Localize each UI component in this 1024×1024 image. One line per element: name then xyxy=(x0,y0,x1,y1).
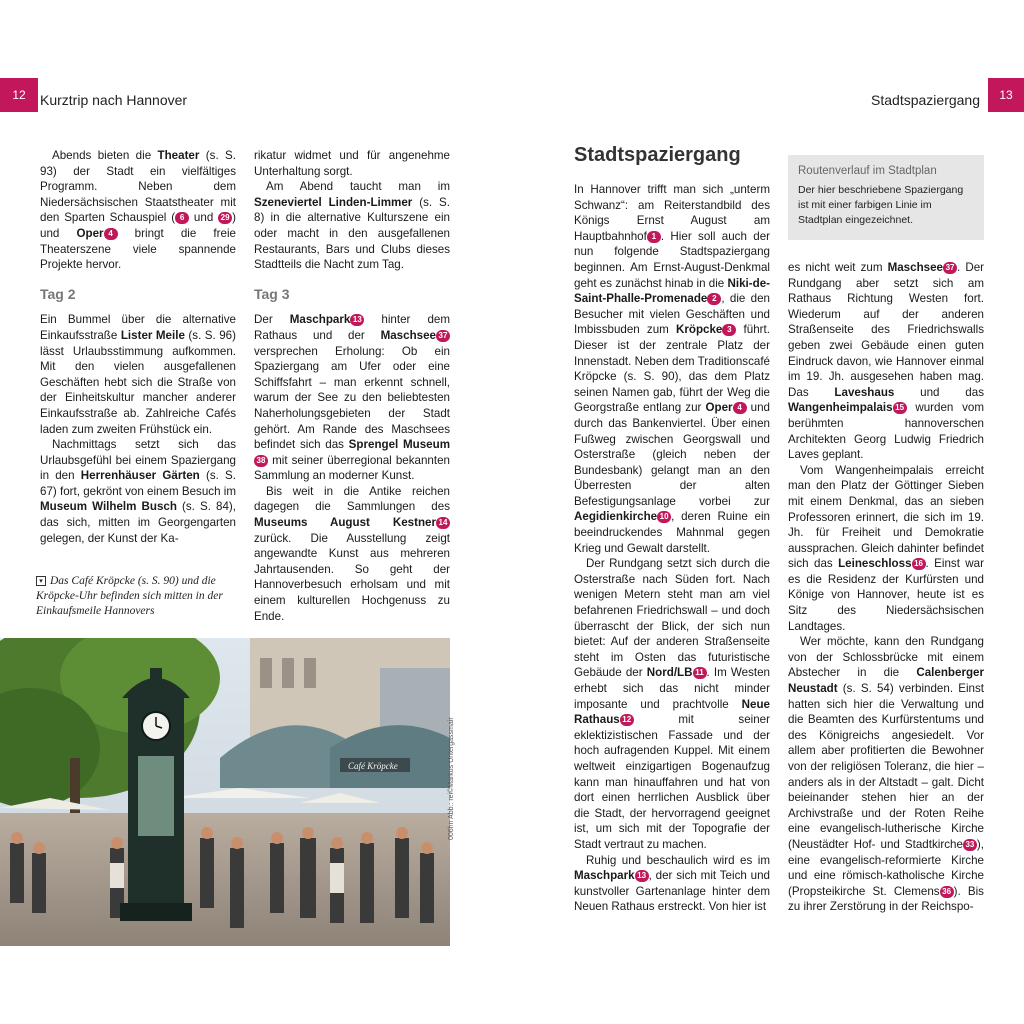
paragraph: rikatur widmet und für angenehme Unterhaltung sorgt. xyxy=(254,149,450,178)
heading-tag-2: Tag 2 xyxy=(40,285,76,302)
map-marker: 4 xyxy=(104,228,118,240)
map-marker: 2 xyxy=(707,293,721,305)
paragraph: Abends bieten die Theater (s. S. 93) der Stadt ein vielfältiges Programm. Neben dem Niedersächsischen Staatstheater mit den Sparten Schauspiel ( 6 und 29 ) und Oper 4 bringt die freie Theaterszene viele spannende Projekte hervor. xyxy=(40,149,236,272)
infobox-text: Der hier beschriebene Spaziergang ist mit einer farbigen Linie im Stadtplan eingezeichnet. xyxy=(798,184,964,226)
map-marker: 11 xyxy=(693,667,707,679)
paragraph: Der Rundgang setzt sich durch die Osterstraße nach Süden fort. Nach wenigen Metern steht man am viel befahrenen Friedrichswall – und doch überrascht der Blick, der sich nun bietet: Auf der anderen Straßenseite steht im Osten das futuristische Gebäude der Nord/LB 11 . Im Westen erhebt sich das nicht minder imposante und prachtvolle Neue Rathaus 12 mit seiner eklektizistischen Fassade und der hoch aufragenden Kuppel. Mit einem weltweit einzigartigen Bogenaufzug kann man hinauffahren und hat von dort einen herrlichen Ausblick über die Stadt, der hervorragend geeignet ist, um sich mit der Topografie der Stadt vertraut zu machen. xyxy=(574,557,770,851)
paragraph: Bis weit in die Antike reichen dagegen die Sammlungen des Museums August Kestner 14 zurück. Die Ausstellung zeigt angewandte Kunst aus mehreren Jahrtausenden. So geht der Hannoverbesuch erholsam und mit einem kulturellen Hochgenuss zu Ende. xyxy=(254,484,450,623)
map-marker: 4 xyxy=(733,402,747,414)
map-marker: 6 xyxy=(175,212,189,224)
map-marker: 37 xyxy=(943,262,957,274)
paragraph: Ein Bummel über die alternative Einkaufsstraße Lister Meile (s. S. 96) lässt Urlaubsstimmung aufkommen. Mit den vielen ausgefallenen Geschäften hebt sich die Straße von der Einheitskultur mancher anderer Einkaufsstraße ab. Zahlreiche Cafés laden zum zweiten Frühstück ein. xyxy=(40,313,236,436)
photo-caption: ▾ Das Café Kröpcke (s. S. 90) und die Kröpcke-Uhr befinden sich mitten in der Einkaufsmeile Hannovers xyxy=(36,575,223,617)
paragraph: Wer möchte, kann den Rundgang von der Schlossbrücke mit einem Abstecher in die Calenberger Neustadt (s. S. 54) verbinden. Einst hatten sich hier die Verwaltung und die Beamten des Kurfürstentums und des Königreichs angesiedelt. Vor allem aber profitierten die Bewohner von der religiösen Toleranz, die hier – anders als in der Altstadt – galt. Dicht beieinander stehen hier an der Archivstraße und der Roten Reihe eine evangelisch-lutherische Kirche (Neustädter Hof- und Stadtkirche 33 ), eine evangelisch-reformierte Kirche und eine römisch-katholische Kirche (Propsteikirche St. Clemens 36 ). Bis zu ihrer Zerstörung in der Reichspo- xyxy=(788,635,984,914)
left-column-2 xyxy=(254,148,450,624)
map-marker: 3 xyxy=(722,324,736,336)
map-marker: 29 xyxy=(218,212,232,224)
right-column-1 xyxy=(574,182,770,915)
section-title: Stadtspaziergang xyxy=(574,144,741,166)
page-number-right: 13 xyxy=(988,78,1024,112)
map-marker: 16 xyxy=(912,558,926,570)
left-column-1 xyxy=(40,148,236,546)
photo-pointer-icon: ▾ xyxy=(36,576,46,586)
running-head-left: Kurztrip nach Hannover xyxy=(40,92,188,108)
map-marker: 1 xyxy=(647,231,661,243)
paragraph: Am Abend taucht man im Szeneviertel Linden-Limmer (s. S. 8) in die alternative Kulturszene ein oder macht in den ausgefallenen Restaurants, Bars und Clubs dieses Stadtteils die Nacht zum Tag. xyxy=(254,180,450,272)
map-marker: 38 xyxy=(254,455,268,467)
paragraph: Der Maschpark 13 hinter dem Rathaus und der Maschsee 37 versprechen Erholung: Ob ein Spaziergang am Ufer oder eine Schiffsfahrt – man erkennt schnell, warum der See zu den beliebtesten Naherholungsgebieten der Stadt gehört. Am Rande des Maschsees befindet sich das Sprengel Museum38 mit seiner überregional bekannten Sammlung an moderner Kunst. xyxy=(254,313,451,483)
map-marker: 15 xyxy=(893,402,907,414)
page-number-left: 12 xyxy=(0,78,38,112)
paragraph: Nachmittags setzt sich das Urlaubsgefühl bei einem Spaziergang in den Herrenhäuser Gärten (s. S. 67) fort, gekrönt von einem Besuch im Museum Wilhelm Busch (s. S. 84), das sich, mitten im Georgengarten gelegen, der Kunst der Ka- xyxy=(40,438,236,545)
map-marker: 10 xyxy=(657,511,671,523)
map-marker: 14 xyxy=(436,517,450,529)
running-head-right: Stadtspaziergang xyxy=(871,92,980,108)
map-marker: 37 xyxy=(436,330,450,342)
map-marker: 13 xyxy=(635,870,649,882)
map-marker: 13 xyxy=(350,314,364,326)
map-marker: 12 xyxy=(620,714,634,726)
route-infobox xyxy=(788,155,984,240)
right-column-2 xyxy=(788,260,984,915)
paragraph: Vom Wangenheimpalais erreicht man den Platz der Göttinger Sieben mit einem Denkmal, das an sieben Professoren erinnert, die sich im 19. Jh. für Freiheit und Demokratie aussprachen. Gleich dahinter befindet sich das Leineschloss 16 . Einst war es die Residenz der Kurfürsten und Könige von Hannover, heute ist es Sitz des Niedersächsischen Landtages. xyxy=(788,463,984,633)
paragraph: In Hannover trifft man sich „unterm Schwanz“: am Reiterstandbild des Königs Ernst August am Hauptbahnhof 1 . Hier soll auch der nun folgende Stadtspaziergang beginnen. Am Ernst-August-Denkmal geht es zunächst hinab in die Niki-de-Saint-Phalle-Promenade 2 , die den Besucher mit vielen Geschäften und Imbissbuden zum Kröpcke 3 führt. Dieser ist der zentrale Platz der Innenstadt. Neben dem Traditionscafé Kröpcke (s. S. 90), das dem Platz seinen Namen gab, führt der Weg die Georgstraße entlang zur Oper 4 und durch das Bankenviertel. Über einen Fußweg zwischen Georgswall und Osterstraße (gleich neben der Bundesbank) gelangt man an den Überresten der alten Befestigungsanlage vorbei zur Aegidienkirche 10 , deren Ruine ein beeindruckendes Mahnmal gegen Krieg und Gewalt darstellt. xyxy=(574,183,770,555)
map-marker: 33 xyxy=(963,839,977,851)
map-marker: 36 xyxy=(940,886,954,898)
cafe-sign-text: Café Kröpcke xyxy=(348,761,398,771)
photo-credit: 006hn Abb.: rei©Markus Untergassmair xyxy=(448,717,455,840)
heading-tag-3: Tag 3 xyxy=(254,285,290,302)
infobox-title: Routenverlauf im Stadtplan xyxy=(798,165,937,177)
paragraph: Ruhig und beschaulich wird es im Maschpark 13 , der sich mit Teich und kunstvoller Gartenanlage hinter dem Neuen Rathaus erstreckt. Von hier ist xyxy=(574,853,770,914)
photo-cafe-kroepcke xyxy=(0,638,450,946)
photo-illustration xyxy=(0,638,450,946)
paragraph: es nicht weit zum Maschsee 37 . Der Rundgang aber setzt sich am Rathaus Richtung Westen fort. Wiederum auf der anderen Straßenseite des Friedrichswalls geben zwei Gebäude einen guten Eindruck davon, wie Hannover einmal im 19. Jh. ausgesehen haben mag. Das Laveshaus und das Wangenheimpalais 15 wurden vom berühmten hannoverschen Architekten Georg Ludwig Friedrich Laves geplant. xyxy=(788,261,984,462)
